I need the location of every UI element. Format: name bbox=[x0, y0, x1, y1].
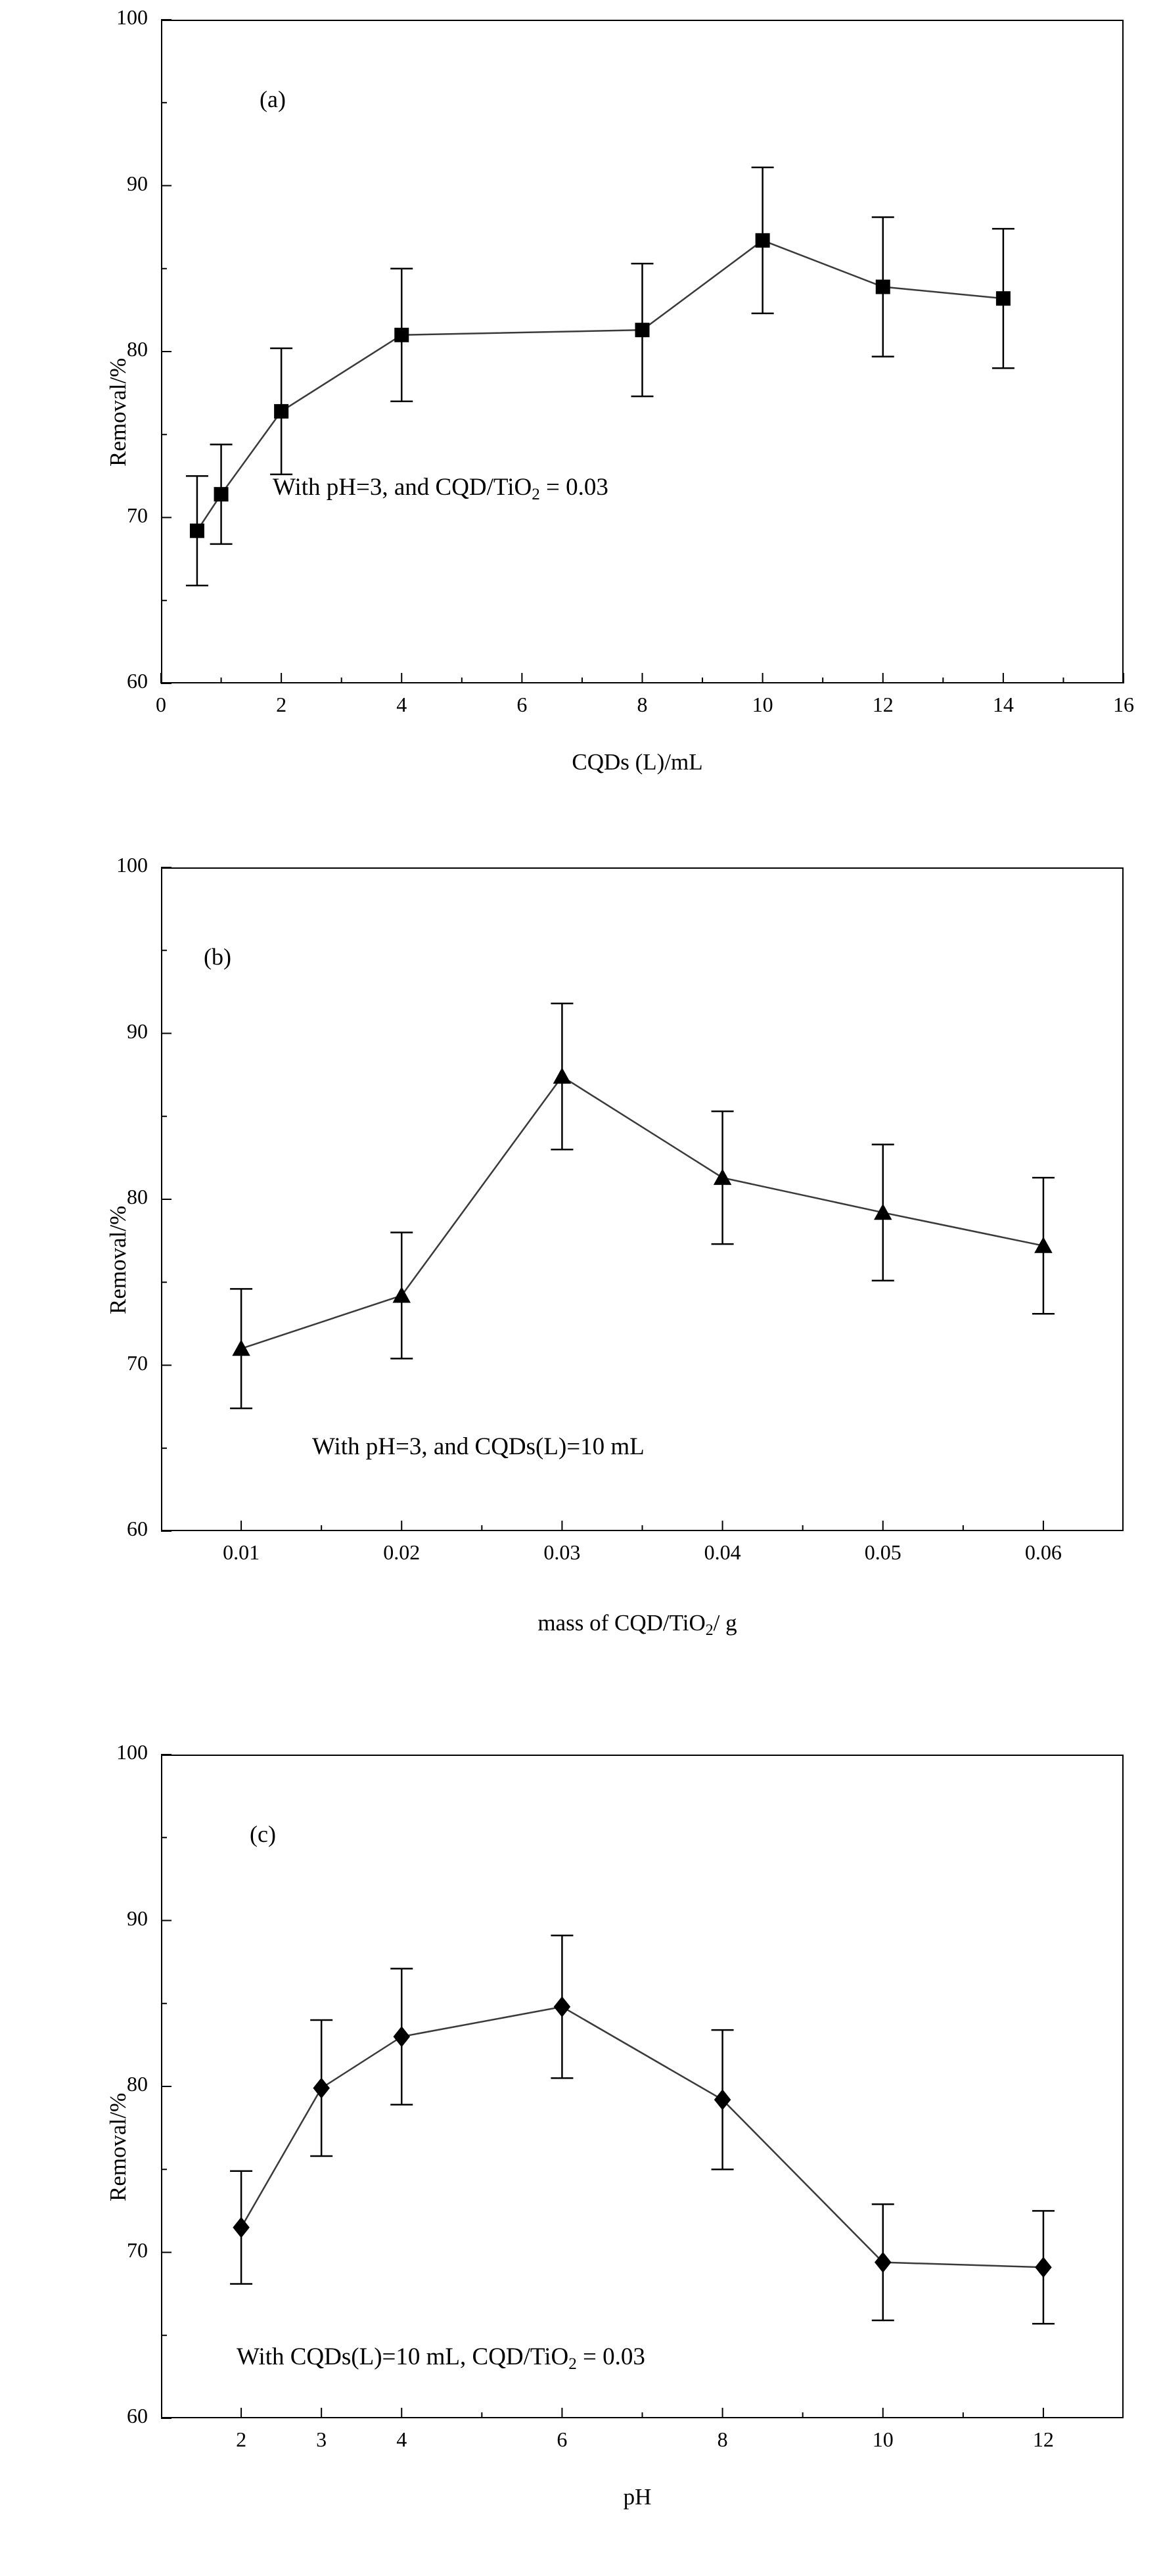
annotation-b: With pH=3, and CQDs(L)=10 mL bbox=[312, 1433, 645, 1460]
y-tick-label: 70 bbox=[127, 503, 148, 527]
plot-series-b bbox=[79, 861, 1130, 1715]
x-tick-label: 3 bbox=[316, 2427, 327, 2451]
y-tick-label: 100 bbox=[116, 1740, 148, 1764]
y-tick-label: 100 bbox=[116, 853, 148, 877]
x-tick-label: 8 bbox=[717, 2427, 728, 2451]
x-tick-label: 0.01 bbox=[223, 1540, 260, 1564]
x-tick-label: 4 bbox=[396, 2427, 407, 2451]
y-tick-label: 90 bbox=[127, 1019, 148, 1043]
y-axis-label-a: Removal/% bbox=[105, 357, 131, 467]
x-tick-label: 2 bbox=[236, 2427, 247, 2451]
chart-panel-c bbox=[0, 1735, 1085, 2576]
annotation-c-post: = 0.03 bbox=[576, 2343, 645, 2370]
x-tick-label: 8 bbox=[637, 693, 648, 716]
x-axis-label-b-sub: 2 bbox=[705, 1621, 714, 1639]
x-tick-label: 6 bbox=[516, 693, 528, 716]
y-tick-label: 70 bbox=[127, 2238, 148, 2262]
y-tick-label: 60 bbox=[127, 1517, 148, 1540]
x-axis-label-c: pH bbox=[623, 2484, 652, 2510]
annotation-c-sub: 2 bbox=[568, 2355, 577, 2374]
y-axis-label-c: Removal/% bbox=[105, 2092, 131, 2201]
x-tick-label: 6 bbox=[557, 2427, 568, 2451]
annotation-a-post: = 0.03 bbox=[539, 474, 608, 501]
x-tick-label: 12 bbox=[1032, 2427, 1054, 2451]
chart-panel-b bbox=[0, 848, 1085, 1728]
x-tick-label: 10 bbox=[752, 693, 773, 716]
y-tick-label: 80 bbox=[127, 1185, 148, 1208]
x-tick-label: 0.03 bbox=[543, 1540, 581, 1564]
x-tick-label: 12 bbox=[872, 693, 894, 716]
x-axis-label-b-pre: mass of CQD/TiO bbox=[537, 1610, 706, 1636]
y-tick-label: 100 bbox=[116, 5, 148, 29]
y-tick-label: 80 bbox=[127, 2072, 148, 2096]
annotation-a-pre: With pH=3, and CQD/TiO bbox=[273, 474, 532, 501]
y-tick-label: 80 bbox=[127, 337, 148, 361]
annotation-c bbox=[237, 2343, 645, 2374]
x-tick-label: 4 bbox=[396, 693, 407, 716]
x-tick-label: 0.04 bbox=[704, 1540, 741, 1564]
y-tick-label: 70 bbox=[127, 1350, 148, 1375]
x-tick-label: 16 bbox=[1113, 693, 1134, 716]
x-tick-label: 0.06 bbox=[1024, 1540, 1062, 1564]
panel-label-b: (b) bbox=[204, 944, 231, 970]
y-tick-label: 60 bbox=[127, 2404, 148, 2427]
x-axis-label-b-post: / g bbox=[713, 1610, 737, 1636]
plot-area-b bbox=[79, 853, 1062, 1715]
x-tick-label: 2 bbox=[276, 693, 287, 716]
panel-label-a: (a) bbox=[260, 86, 286, 112]
panel-label-c: (c) bbox=[250, 1821, 276, 1847]
x-tick-label: 10 bbox=[872, 2427, 894, 2451]
x-tick-label: 0.05 bbox=[864, 1540, 901, 1564]
plot-area-c bbox=[79, 1740, 1054, 2569]
plot-area-a bbox=[79, 5, 1134, 821]
x-axis-label-b bbox=[375, 1610, 900, 1639]
y-tick-label: 60 bbox=[127, 669, 148, 693]
x-tick-label: 0 bbox=[156, 693, 166, 716]
x-tick-label: 0.02 bbox=[383, 1540, 421, 1564]
x-axis-label-a: CQDs (L)/mL bbox=[572, 749, 703, 775]
x-tick-label: 14 bbox=[992, 693, 1014, 716]
annotation-c-pre: With CQDs(L)=10 mL, CQD/TiO bbox=[237, 2343, 569, 2370]
annotation-a bbox=[273, 473, 608, 504]
y-tick-label: 90 bbox=[127, 171, 148, 195]
chart-panel-a bbox=[0, 0, 1134, 835]
y-tick-label: 90 bbox=[127, 1906, 148, 1930]
y-axis-label-b: Removal/% bbox=[105, 1205, 131, 1314]
annotation-a-sub: 2 bbox=[532, 486, 540, 504]
